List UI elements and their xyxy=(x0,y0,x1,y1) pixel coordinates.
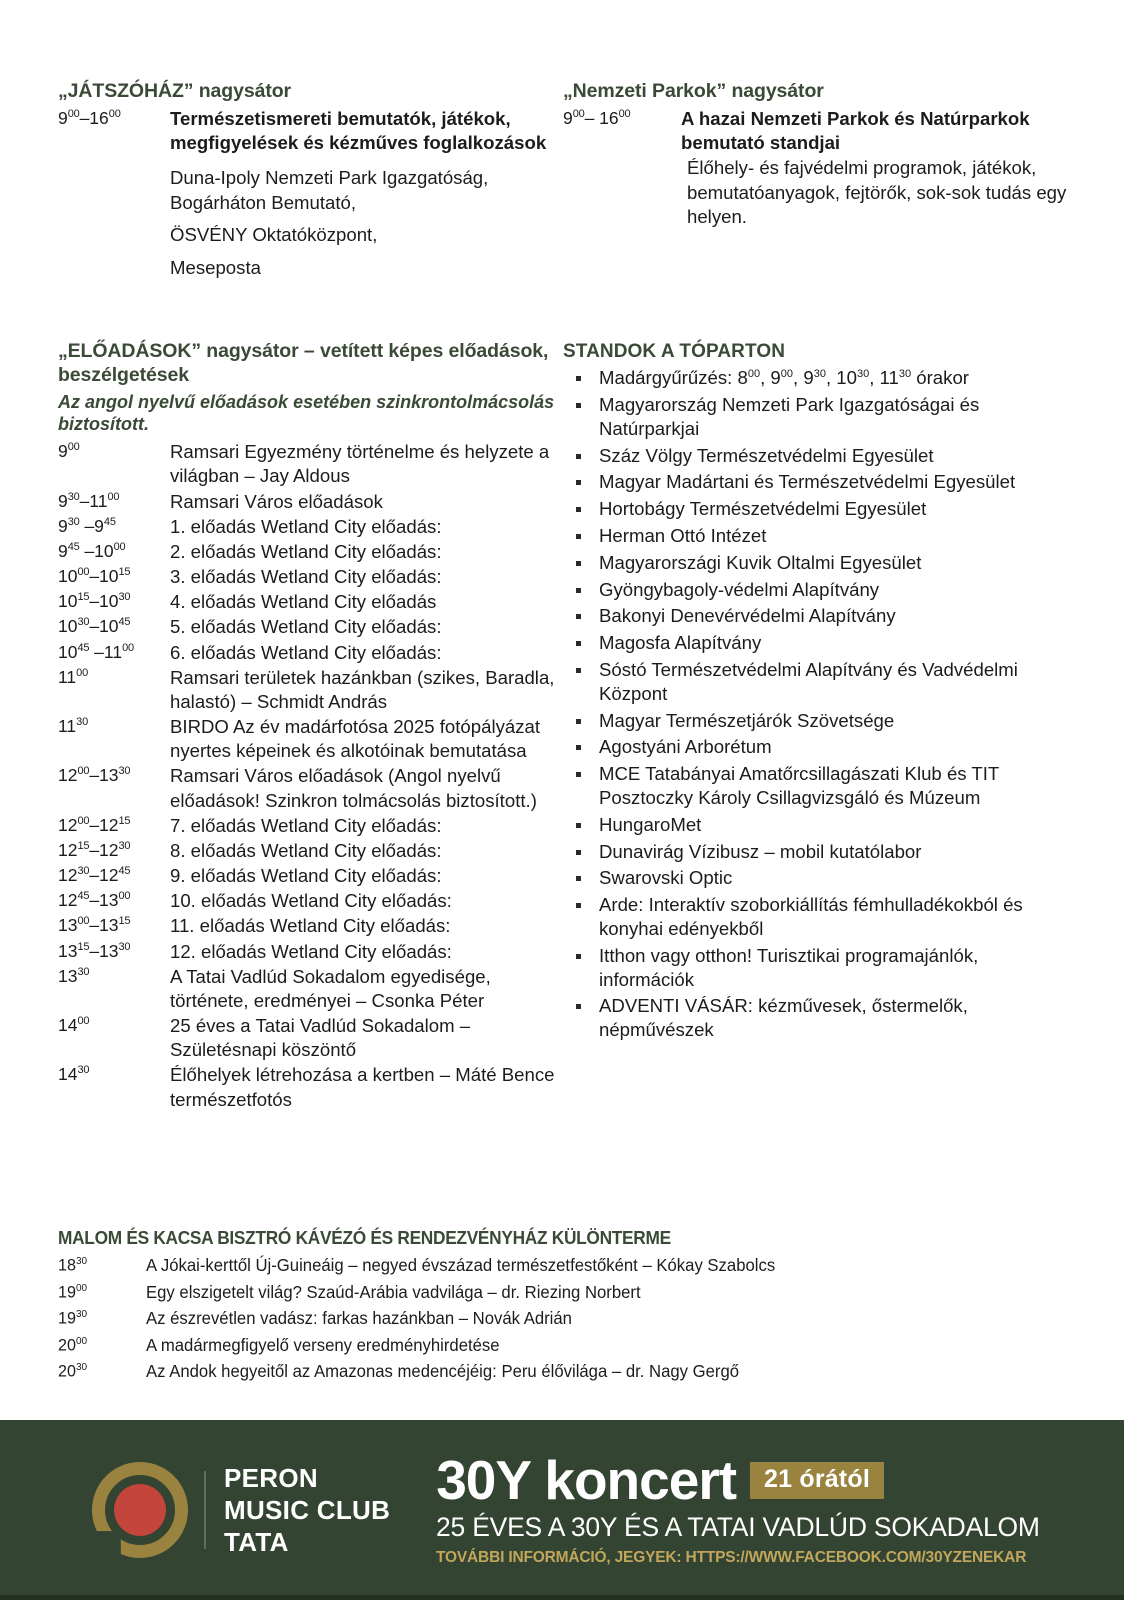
section-standok xyxy=(563,340,1068,1113)
top-sections xyxy=(58,80,1068,280)
nemzeti-parkok-body: Élőhely- és fajvédelmi programok, játékok, bemutatóanyagok, fejtörők, sok-sok tudás egy helyen. xyxy=(687,157,1067,228)
schedule-row-time: $12^{15}-12^{30}$ xyxy=(58,839,131,860)
schedule-row-desc: Ramsari Egyezmény történelme és helyzete a világban – Jay Aldous xyxy=(170,441,550,487)
time-min-end: 00 xyxy=(618,107,631,120)
schedule-row-desc: 4. előadás Wetland City előadás xyxy=(170,591,437,613)
schedule-row xyxy=(58,864,563,888)
schedule-row-time: $10^{30}-10^{45}$ xyxy=(58,616,131,637)
standok-list-item: Gyöngybagoly-védelmi Alapítvány xyxy=(563,578,1068,602)
schedule-row-time: $14^{30}$ xyxy=(58,1064,90,1085)
nemzeti-parkok-time xyxy=(563,107,681,131)
standok-list-item: Itthon vagy otthon! Turisztikai programajánlók, információk xyxy=(563,944,1068,992)
schedule-row-time: $13^{30}$ xyxy=(58,965,90,986)
standok-list-item: Sóstó Természetvédelmi Alapítvány és Vadvédelmi Központ xyxy=(563,658,1068,706)
section-nemzeti-parkok xyxy=(563,80,1068,280)
time-min-end: 00 xyxy=(108,107,121,120)
schedule-row-time: $13^{00}-13^{15}$ xyxy=(58,915,131,936)
malom-row-desc: A Jókai-kerttől Új-Guineáig – negyed évszázad természetfestőként – Kókay Szabolcs xyxy=(146,1255,776,1275)
jatszohaz-main-row xyxy=(58,107,563,155)
malom-row-time: $19^{30}$ xyxy=(58,1308,88,1328)
standok-list-item: Bakonyi Denevérvédelmi Alapítvány xyxy=(563,604,1068,628)
standok-list-item: Magyarország Nemzeti Park Igazgatóságai és Natúrparkjai xyxy=(563,393,1068,441)
standok-list-item: Madárgyűrűzés: $8^{00}$, $9^{00}$, $9^{30}$, $10^{30}$, $11^{30}$ órakor xyxy=(563,366,1068,390)
schedule-row-time: $9^{30}$ $-9^{45}$ xyxy=(58,515,116,536)
schedule-row-time: $10^{15}-10^{30}$ xyxy=(58,591,131,612)
schedule-row-time: $13^{15}-13^{30}$ xyxy=(58,940,131,961)
standok-list-item: ADVENTI VÁSÁR: kézművesek, őstermelők, népművészek xyxy=(563,994,1068,1042)
section-jatszohaz xyxy=(58,80,563,280)
nemzeti-parkok-title: A hazai Nemzeti Parkok és Natúrparkok bemutató standjai xyxy=(681,107,1030,153)
time-hour-end: – 16 xyxy=(584,107,619,128)
nemzeti-parkok-main-row xyxy=(563,107,1068,155)
schedule-row xyxy=(58,515,563,539)
schedule-row xyxy=(58,965,563,1013)
schedule-row xyxy=(58,889,563,913)
standok-list-item: HungaroMet xyxy=(563,813,1068,837)
schedule-row xyxy=(58,715,563,763)
promo-title: 30Y koncert xyxy=(436,1449,737,1511)
jatszohaz-line-3: Meseposta xyxy=(170,256,261,278)
schedule-row-time: $9^{45}$ $-10^{00}$ xyxy=(58,540,126,561)
peron-logo-line-3: TATA xyxy=(224,1527,289,1558)
schedule-row xyxy=(58,764,563,812)
eloadasok-subheading: Az angol nyelvű előadások esetében szinkrontolmácsolás biztosított. xyxy=(58,391,555,434)
jatszohaz-line-1: Bogárháton Bemutató, xyxy=(170,191,357,213)
time-min: 00 xyxy=(572,107,585,120)
promo-info-link[interactable]: TOVÁBBI INFORMÁCIÓ, JEGYEK: HTTPS://WWW.FACEBOOK.COM/30YZENEKAR xyxy=(436,1549,1027,1566)
standok-list-item: Magosfa Alapítvány xyxy=(563,631,1068,655)
time-hour: 9 xyxy=(563,107,573,128)
standok-list-item: MCE Tatabányai Amatőrcsillagászati Klub és TIT Posztoczky Károly Csillagvizsgáló és Múzeum xyxy=(563,762,1068,810)
schedule-row-desc: 1. előadás Wetland City előadás: xyxy=(170,515,442,537)
peron-logo-text xyxy=(224,1462,390,1559)
standok-list-item: Száz Völgy Természetvédelmi Egyesület xyxy=(563,444,1068,468)
schedule-row xyxy=(58,814,563,838)
nemzeti-parkok-heading: „Nemzeti Parkok” nagysátor xyxy=(563,80,824,102)
promo-time-badge: 21 órától xyxy=(750,1462,884,1499)
malom-row-time: $20^{30}$ xyxy=(58,1361,88,1381)
section-eloadasok xyxy=(58,340,563,1113)
peron-logo-icon xyxy=(92,1462,188,1558)
malom-row xyxy=(58,1308,1068,1329)
time-hour: 9 xyxy=(58,107,68,128)
schedule-row-desc: 2. előadás Wetland City előadás: xyxy=(170,540,442,562)
standok-list-item: Agostyáni Arborétum xyxy=(563,735,1068,759)
jatszohaz-line-0: Duna-Ipoly Nemzeti Park Igazgatóság, xyxy=(170,167,489,189)
schedule-row-time: $12^{30}-12^{45}$ xyxy=(58,865,131,886)
jatszohaz-line-2: ÖSVÉNY Oktatóközpont, xyxy=(170,224,378,246)
standok-list-item: Arde: Interaktív szoborkiállítás fémhulladékokból és konyhai edényekből xyxy=(563,893,1068,941)
schedule-row xyxy=(58,490,563,514)
logo-dot-shape xyxy=(114,1484,166,1536)
schedule-row xyxy=(58,1063,563,1111)
malom-heading: MALOM ÉS KACSA BISZTRÓ KÁVÉZÓ ÉS RENDEZVÉNYHÁZ KÜLÖNTERME xyxy=(58,1228,671,1248)
time-min: 00 xyxy=(67,107,80,120)
malom-row xyxy=(58,1361,1068,1382)
malom-row-time: $19^{00}$ xyxy=(58,1281,88,1302)
jatszohaz-title: Természetismereti bemutatók, játékok, megfigyelések és kézműves foglalkozások xyxy=(170,107,547,153)
schedule-row xyxy=(58,540,563,564)
malom-row-desc: A madármegfigyelő verseny eredményhirdetése xyxy=(146,1334,500,1355)
schedule-row xyxy=(58,590,563,614)
peron-logo-line-1: PERON xyxy=(224,1462,318,1493)
malom-row-desc: Az észrevétlen vadász: farkas hazánkban – Novák Adrián xyxy=(146,1308,572,1328)
schedule-row xyxy=(58,914,563,938)
schedule-row-desc: 9. előadás Wetland City előadás: xyxy=(170,865,442,887)
schedule-row-time: $12^{00}-12^{15}$ xyxy=(58,814,131,835)
standok-list xyxy=(563,366,1068,1042)
malom-row-time: $18^{30}$ xyxy=(58,1255,88,1275)
schedule-row xyxy=(58,666,563,714)
malom-row-time: $20^{00}$ xyxy=(58,1334,88,1355)
peron-logo xyxy=(92,1462,390,1559)
schedule-row-time: $11^{00}$ xyxy=(58,666,89,687)
schedule-row-desc: 5. előadás Wetland City előadás: xyxy=(170,616,442,638)
schedule-row-time: $9^{00}$ xyxy=(58,441,80,462)
schedule-row-desc: Ramsari Város előadások xyxy=(170,490,383,512)
malom-row xyxy=(58,1335,1068,1356)
schedule-row xyxy=(58,440,563,488)
schedule-row-time: $11^{30}$ xyxy=(58,716,89,737)
schedule-row-time: $12^{00}-13^{30}$ xyxy=(58,765,131,786)
schedule-row-desc: 10. előadás Wetland City előadás: xyxy=(170,890,452,912)
schedule-row-desc: Ramsari Város előadások (Angol nyelvű előadások! Szinkron tolmácsolás biztosított.) xyxy=(170,765,537,811)
schedule-row-desc: BIRDO Az év madárfotósa 2025 fotópályázat nyertes képeinek és alkotóinak bemutatása xyxy=(170,716,541,762)
standok-list-item: Magyarországi Kuvik Oltalmi Egyesület xyxy=(563,551,1068,575)
schedule-row-time: $14^{00}$ xyxy=(58,1015,90,1036)
eloadasok-schedule xyxy=(58,440,563,1112)
schedule-row xyxy=(58,1014,563,1062)
jatszohaz-heading: „JÁTSZÓHÁZ” nagysátor xyxy=(58,80,292,102)
schedule-row-desc: 6. előadás Wetland City előadás: xyxy=(170,641,442,663)
logo-divider xyxy=(204,1471,206,1549)
middle-sections xyxy=(58,340,1068,1113)
malom-row xyxy=(58,1282,1068,1303)
schedule-row xyxy=(58,565,563,589)
time-hour-end: –16 xyxy=(79,107,109,128)
schedule-row-desc: 3. előadás Wetland City előadás: xyxy=(170,566,442,588)
concert-promo xyxy=(436,1449,1052,1567)
standok-list-item: Hortobágy Természetvédelmi Egyesület xyxy=(563,497,1068,521)
schedule-row-desc: A Tatai Vadlúd Sokadalom egyedisége, története, eredményei – Csonka Péter xyxy=(170,965,491,1011)
schedule-row-desc: 7. előadás Wetland City előadás: xyxy=(170,814,442,836)
schedule-row-time: $12^{45}-13^{00}$ xyxy=(58,890,131,911)
schedule-row xyxy=(58,839,563,863)
malom-row-desc: Az Andok hegyeitől az Amazonas medencéjéig: Peru élővilága – dr. Nagy Gergő xyxy=(146,1361,740,1381)
schedule-row-desc: 8. előadás Wetland City előadás: xyxy=(170,839,442,861)
schedule-row-desc: 12. előadás Wetland City előadás: xyxy=(170,940,452,962)
standok-list-item: Magyar Madártani és Természetvédelmi Egyesület xyxy=(563,470,1068,494)
promo-title-row xyxy=(436,1449,1052,1511)
standok-heading: STANDOK A TÓPARTON xyxy=(563,341,786,362)
malom-row xyxy=(58,1255,1068,1276)
standok-list-item: Swarovski Optic xyxy=(563,866,1068,890)
schedule-row-time: $9^{30}-11^{00}$ xyxy=(58,490,120,511)
footer-banner xyxy=(0,1420,1124,1600)
jatszohaz-time xyxy=(58,107,170,131)
schedule-row-time: $10^{45}$ $-11^{00}$ xyxy=(58,641,134,662)
standok-list-item: Herman Ottó Intézet xyxy=(563,524,1068,548)
standok-list-item: Magyar Természetjárók Szövetsége xyxy=(563,709,1068,733)
promo-subtitle: 25 ÉVES A 30Y ÉS A TATAI VADLÚD SOKADALOM xyxy=(436,1512,1040,1542)
schedule-row xyxy=(58,940,563,964)
schedule-row-desc: Ramsari területek hazánkban (szikes, Baradla, halastó) – Schmidt András xyxy=(170,666,555,712)
schedule-row-desc: 25 éves a Tatai Vadlúd Sokadalom – Születésnapi köszöntő xyxy=(170,1015,471,1061)
peron-logo-line-2: MUSIC CLUB xyxy=(224,1494,391,1525)
schedule-row xyxy=(58,641,563,665)
schedule-row-desc: 11. előadás Wetland City előadás: xyxy=(170,915,451,937)
malom-schedule xyxy=(58,1255,1068,1382)
schedule-row-desc: Élőhelyek létrehozása a kertben – Máté Bence természetfotós xyxy=(170,1064,555,1110)
malom-row-desc: Egy elszigetelt világ? Szaúd-Arábia vadvilága – dr. Riezing Norbert xyxy=(146,1281,641,1302)
standok-list-item: Dunavirág Vízibusz – mobil kutatólabor xyxy=(563,840,1068,864)
eloadasok-heading: „ELŐADÁSOK” nagysátor – vetített képes előadások, beszélgetések xyxy=(58,340,549,386)
schedule-row-time: $10^{00}-10^{15}$ xyxy=(58,566,131,587)
schedule-row xyxy=(58,615,563,639)
section-malom xyxy=(58,1228,1068,1388)
